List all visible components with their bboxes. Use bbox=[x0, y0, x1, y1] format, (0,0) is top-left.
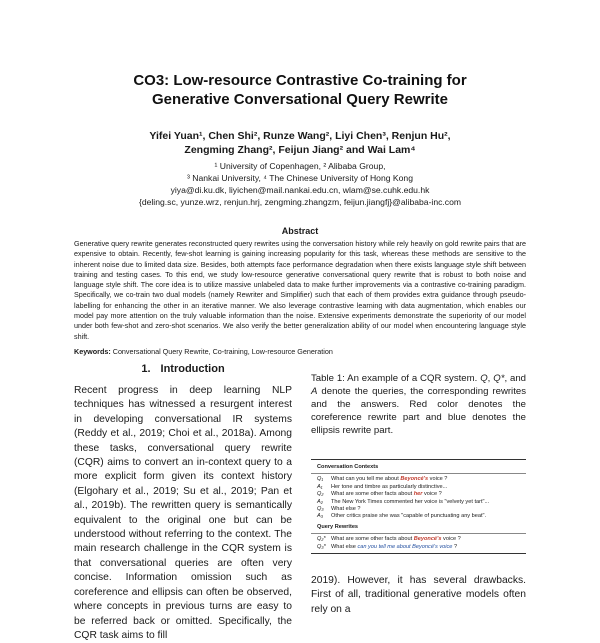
keywords bbox=[74, 347, 526, 357]
table-label: Table 1: bbox=[311, 373, 345, 384]
utterance-text bbox=[331, 536, 526, 543]
caption-part-b: denote the queries, the corresponding rewrites and the answers. Red color denotes the coreference rewrite part and blue denotes the ellipsis rewrite part. bbox=[311, 386, 526, 436]
utterance-text bbox=[331, 499, 526, 506]
abstract-text: Generative query rewrite generates reconstructed query rewrites using the conversation history while rely heavily on gold rewrite pairs that are expensive to obtain. Recently, few-shot learning is gaining increasing popularity for this task, whereas these methods are sensitive to the inherent noise due to limited data size. Besides, both attempts face performance degradation when there exists language style shift between training and testing cases. To this end, we study low-resource generative conversational query rewrite that is robust to both noise and language style shift. The core idea is to utilize massive unlabeled data to make further improvements via a contrastive co-training paradigm. Specifically, we co-train two dual models (namely Rewriter and Simplifier) such that each of them provides extra guidance through pseudo-labelling for enhancing the other in an iterative manner. We also leverage contrastive learning with data augmentation, which enables our model pay more attention on the truly valuable information than the noise. Extensive experiments demonstrate the superiority of our model under both few-shot and zero-shot scenarios. We also verify the better generalization ability of our model when encountering language style shift. bbox=[74, 239, 526, 341]
column-2-text: 2019). However, it has several drawbacks. First of all, traditional generative models often rely on a bbox=[311, 575, 526, 615]
utterance-text bbox=[331, 513, 526, 520]
symbol-q: Q bbox=[480, 373, 488, 384]
speaker-label: Q₁ bbox=[317, 476, 324, 483]
rewrites-rows bbox=[311, 536, 526, 551]
table-row bbox=[311, 513, 526, 520]
utterance-plain: voice ? bbox=[428, 476, 448, 483]
affiliations bbox=[40, 160, 560, 208]
utterance-plain: voice ? bbox=[422, 491, 442, 498]
utterance-plain: What are some other facts about bbox=[331, 536, 414, 543]
utterance-text bbox=[331, 506, 526, 513]
title-line-1: CO3: Low-resource Contrastive Co-training for bbox=[133, 72, 467, 89]
table-row bbox=[311, 499, 526, 506]
cqr-example-table bbox=[311, 459, 526, 554]
author-list bbox=[40, 129, 560, 157]
contexts-rows bbox=[311, 476, 526, 520]
section-heading-introduction bbox=[74, 363, 292, 375]
utterance-plain: Her tone and timbre as particularly distinctive... bbox=[331, 483, 448, 490]
coreference-highlight: Beyoncé's bbox=[400, 476, 429, 483]
utterance-text bbox=[331, 491, 526, 498]
utterance-plain: What else bbox=[331, 543, 358, 550]
rewrites-heading: Query Rewrites bbox=[317, 523, 359, 530]
utterance-plain: What else ? bbox=[331, 506, 361, 513]
caption-sep-2: , and bbox=[504, 373, 526, 384]
utterance-text bbox=[331, 544, 526, 551]
speaker-label: A₂ bbox=[317, 498, 323, 505]
contexts-heading: Conversation Contexts bbox=[317, 464, 379, 470]
title-line-2: Generative Conversational Query Rewrite bbox=[152, 91, 448, 108]
keywords-label: Keywords: bbox=[74, 347, 111, 356]
table-row bbox=[311, 476, 526, 483]
table-row bbox=[311, 506, 526, 513]
table-caption bbox=[311, 372, 526, 437]
utterance-text bbox=[331, 484, 526, 491]
utterance-plain: voice ? bbox=[441, 536, 461, 543]
speaker-label: Q₂ bbox=[317, 491, 324, 498]
utterance-plain: Other critics praise she was "capable of punctuating any beat". bbox=[331, 513, 487, 520]
authors-line-1: Yifei Yuan¹, Chen Shi², Runze Wang², Liyi Chen³, Renjun Hu², bbox=[149, 130, 451, 142]
table-row bbox=[311, 544, 526, 551]
speaker-label: Q₃* bbox=[317, 543, 326, 550]
speaker-label: A₁ bbox=[317, 483, 323, 490]
keywords-text: Conversational Query Rewrite, Co-training, Low-resource Generation bbox=[110, 347, 333, 356]
symbol-q-star: Q* bbox=[493, 373, 505, 384]
paper-title bbox=[40, 71, 560, 109]
ellipsis-highlight: can you tell me about Beyoncé's voice bbox=[357, 543, 453, 550]
symbol-a: A bbox=[311, 386, 318, 397]
email-line-2: {deling.sc, yunze.wrz, renjun.hrj, zengming.zhangzm, feijun.jiangfj}@alibaba-inc.com bbox=[138, 197, 462, 207]
affiliation-line-1: ¹ University of Copenhagen, ² Alibaba Group, bbox=[214, 161, 386, 171]
speaker-label: Q₂* bbox=[317, 536, 326, 543]
speaker-label: Q₃ bbox=[317, 506, 324, 513]
authors-line-2: Zengming Zhang², Feijun Jiang² and Wai Lam⁴ bbox=[184, 144, 416, 156]
coreference-highlight: her bbox=[413, 491, 423, 498]
speaker-label: A₃ bbox=[317, 513, 323, 520]
abstract-heading: Abstract bbox=[281, 226, 319, 236]
email-line-1: yiya@di.ku.dk, liyichen@mail.nankai.edu.cn, wlam@se.cuhk.edu.hk bbox=[170, 185, 430, 195]
introduction-text: Recent progress in deep learning NLP techniques has witnessed a resurgent interest in developing conversational IR systems (Reddy et al., 2019; Choi et al., 2018a). Among these tasks, conversational query rewrite (CQR) aims to convert an in-context query to a more explicit form given its context history (Elgohary et al., 2019; Su et al., 2019; Pan et al., 2019b). The rewritten query is semantically equivalent to the original one but can be understood without referring to the context. The main research challenge in the CQR system is that conversational queries are often very concise. Information omission such as coreference and ellipsis can often be observed, where concepts in previous turns are easy to be referred back or omitted. Specifically, the CQR task aims to fill bbox=[74, 385, 292, 641]
affiliation-line-2: ³ Nankai University, ⁴ The Chinese University of Hong Kong bbox=[187, 173, 413, 183]
utterance-plain: What can you tell me about bbox=[331, 476, 401, 483]
utterance-text bbox=[331, 476, 526, 483]
section-title: Introduction bbox=[160, 363, 225, 375]
utterance-plain: What are some other facts about bbox=[331, 491, 414, 498]
utterance-plain: ? bbox=[452, 543, 458, 550]
table-row bbox=[311, 536, 526, 543]
caption-sep-1: , bbox=[487, 373, 494, 384]
table-rule bbox=[311, 533, 526, 534]
coreference-highlight: Beyoncé's bbox=[413, 536, 442, 543]
table-row bbox=[311, 484, 526, 491]
table-row bbox=[311, 491, 526, 498]
section-number: 1. bbox=[141, 363, 151, 375]
caption-part-a: An example of a CQR system. bbox=[344, 373, 481, 384]
table-rule bbox=[311, 473, 526, 474]
utterance-plain: The New York Times commented her voice is "velvety yet tart"... bbox=[331, 498, 490, 505]
